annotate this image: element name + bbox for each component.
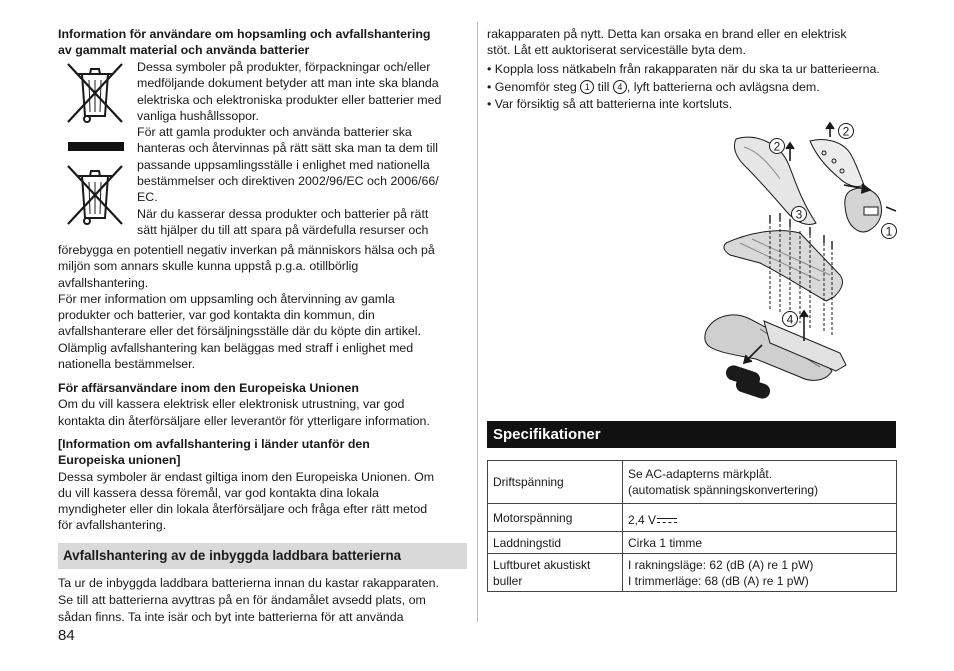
spec-key: Driftspänning: [488, 461, 623, 504]
table-row: [488, 504, 897, 532]
step-4-label: 4: [786, 312, 794, 327]
spec-value: Se AC-adapterns märkplåt. (automatisk spänningskonvertering): [623, 461, 897, 504]
specifications-table: [487, 460, 897, 592]
crossed-bin-battery-icon: [64, 162, 126, 228]
spec-key: Luftburet akustiskt buller: [488, 554, 623, 592]
table-row: [488, 554, 897, 592]
spec-value: I rakningsläge: 62 (dB (A) re 1 pW) I trimmerläge: 68 (dB (A) re 1 pW): [623, 554, 897, 592]
dc-symbol-icon: [657, 517, 677, 524]
business-users-section: För affärsanvändare inom den Europeiska Unionen Om du vill kassera elektrisk eller elektronisk utrustning, var god kontakta din återförsäljare eller leverantör för ytterligare information.: [58, 381, 430, 428]
battery-disposal-text: Ta ur de inbyggda laddbara batterierna innan du kastar rakapparaten. Se till att batterierna avyttras på en för ändamålet avsedd plats, om sådan finns. Ta inte isär och byt inte batterierna för att använda: [58, 576, 439, 624]
step-1-label: 1: [885, 224, 893, 239]
page-number: 84: [58, 627, 75, 644]
column-divider: [477, 22, 478, 622]
table-row: [488, 461, 897, 504]
non-eu-section: [Information om avfallshantering i länder utanför den Europeiska unionen] Dessa symboler är endast giltiga inom den Europeiska Unionen. Om du vill kassera dessa föremål, var god kontakta dina lokala myndigheter eller din lokala återförsäljare och fråga efter rätt metod för avfallshantering.: [58, 437, 435, 533]
section-heading-specifications: Specifikationer: [487, 421, 896, 448]
table-row: [488, 532, 897, 554]
crossed-bin-icon: [64, 60, 126, 126]
heading-waste-info: Information för användare om hopsamling och avfallshantering av gammalt material och använda batterier: [58, 27, 431, 58]
list-item: • Var försiktig så att batterierna inte kortsluts.: [487, 97, 733, 111]
separator-bar: [68, 142, 124, 151]
body-paragraph: förebygga en potentiell negativ inverkan på människors hälsa och på miljön som annars skulle kunna uppstå p.g.a. otillbörlig avfallshantering. För mer information om uppsamling och återvinning av gamla produkter och batterier, var god kontakta din kommun, din avfallshanterare eller det försäljningsställe där du köpte din artikel. Olämplig avfallshantering kan beläggas med straff i enlighet med nationella bestämmelser.: [58, 243, 435, 372]
spec-key: Motorspänning: [488, 504, 623, 532]
bullet-list: [487, 61, 880, 114]
step-4-circle: 4: [613, 80, 627, 94]
section-heading-batteries: Avfallshantering av de inbyggda laddbara batterierna: [58, 543, 467, 569]
spec-value: Cirka 1 timme: [623, 532, 897, 554]
step-2-label: 2: [773, 139, 781, 154]
step-2-label: 2: [842, 124, 850, 139]
spec-value: 2,4 V: [623, 504, 897, 532]
symbol-explanation: Dessa symboler på produkter, förpackningar och/eller medföljande dokument betyder att man inte ska blanda elektriska och elektroniska produkter eller batterier med vanliga hushållssopor. För att gamla produkter och använda batterier ska hanteras och återvinnas på rätt sätt ska man ta dem till passande uppsamlingsställe i enlighet med nationella bestämmelser och direktiven 2002/96/EC och 2006/66/ EC. När du kasserar dessa produkter och batterier på rätt sätt hjälper du till att spara på värdefulla resurser och: [137, 60, 442, 237]
continued-text: rakapparaten på nytt. Detta kan orsaka en brand eller en elektrisk stöt. Låt ett auktoriserat serviceställe byta dem.: [487, 27, 847, 58]
battery-removal-illustration: [700, 115, 900, 415]
step-3-label: 3: [795, 207, 803, 222]
step-1-circle: 1: [580, 80, 594, 94]
list-item: • Genomför steg 1 till 4 , lyft batterierna och avlägsna dem.: [487, 79, 820, 94]
list-item: • Koppla loss nätkabeln från rakapparaten när du ska ta ur batterieerna.: [487, 62, 880, 76]
spec-key: Laddningstid: [488, 532, 623, 554]
